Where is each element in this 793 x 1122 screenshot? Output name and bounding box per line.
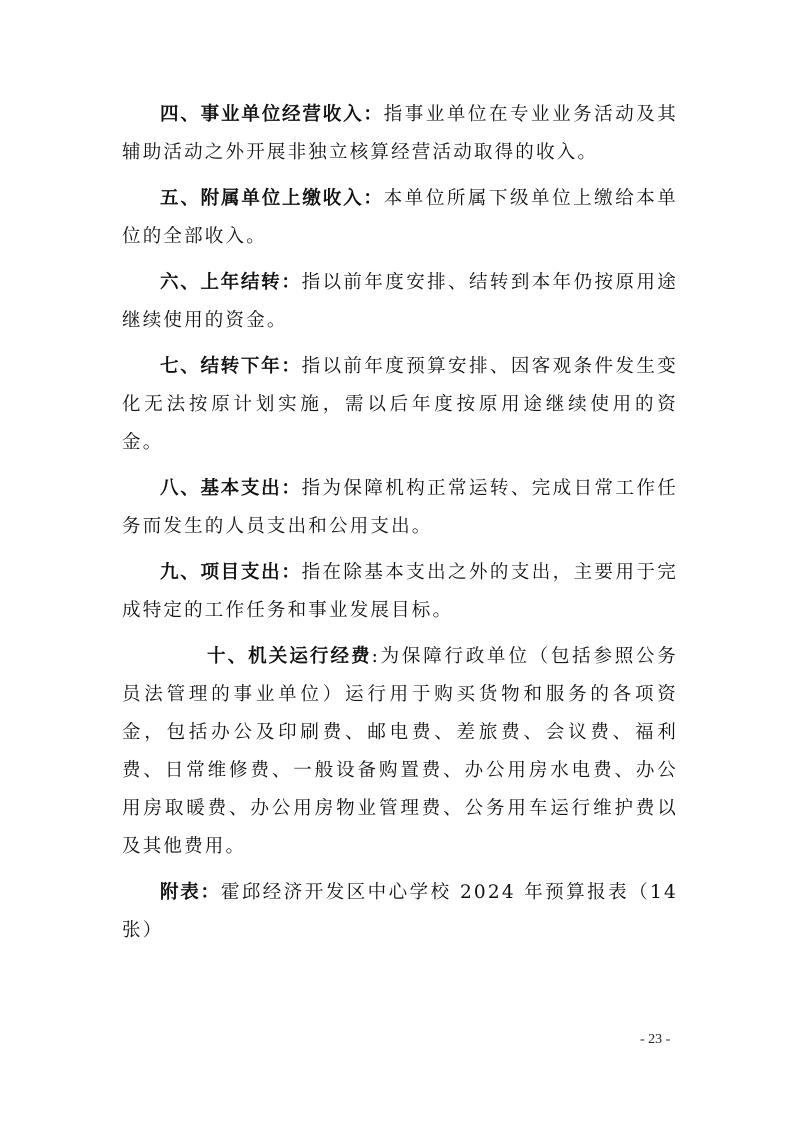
page-number: - 23 - xyxy=(640,1032,671,1047)
attachment-text: 霍邱经济开发区中心学校 2024 年预算报表（14 张） xyxy=(122,882,678,941)
definition-text: 指以前年度预算安排、因客观条件发生变化无法按原计划实施，需以后年度按原用途继续使用的资金。 xyxy=(122,356,678,453)
term-label: 八、基本支出： xyxy=(160,478,302,499)
term-label: 十、机关运行经费 xyxy=(207,646,372,667)
attachment-note xyxy=(122,874,678,950)
definition-operating-expenses xyxy=(122,638,678,866)
definition-prior-carryover xyxy=(122,264,678,340)
definition-text: :为保障行政单位（包括参照公务员法管理的事业单位）运行用于购买货物和服务的各项资金，包括办公及印刷费、邮电费、差旅费、会议费、福利费、日常维修费、一般设备购置费、办公用房水电费、办公用房取暖费、办公用房物业管理费、公务用车运行维护费以及其他费用。 xyxy=(122,646,678,857)
term-label: 四、事业单位经营收入： xyxy=(160,104,384,125)
term-label: 九、项目支出： xyxy=(160,562,302,583)
definition-text: 本单位所属下级单位上缴给本单位的全部收入。 xyxy=(122,188,678,247)
term-label: 五、附属单位上缴收入： xyxy=(160,188,384,209)
definition-business-income xyxy=(122,96,678,172)
definition-next-carryover xyxy=(122,348,678,462)
definition-text: 指以前年度安排、结转到本年仍按原用途继续使用的资金。 xyxy=(122,272,678,331)
body-text xyxy=(122,96,678,958)
definition-basic-expenditure xyxy=(122,470,678,546)
definition-text: 指在除基本支出之外的支出，主要用于完成特定的工作任务和事业发展目标。 xyxy=(122,562,678,621)
definition-text: 指事业单位在专业业务活动及其辅助活动之外开展非独立核算经营活动取得的收入。 xyxy=(122,104,678,163)
definition-project-expenditure xyxy=(122,554,678,630)
definition-affiliated-income xyxy=(122,180,678,256)
definition-text: 指为保障机构正常运转、完成日常工作任务而发生的人员支出和公用支出。 xyxy=(122,478,678,537)
term-label: 六、上年结转： xyxy=(160,272,302,293)
term-label: 附表： xyxy=(160,882,221,903)
term-label: 七、结转下年： xyxy=(160,356,302,377)
